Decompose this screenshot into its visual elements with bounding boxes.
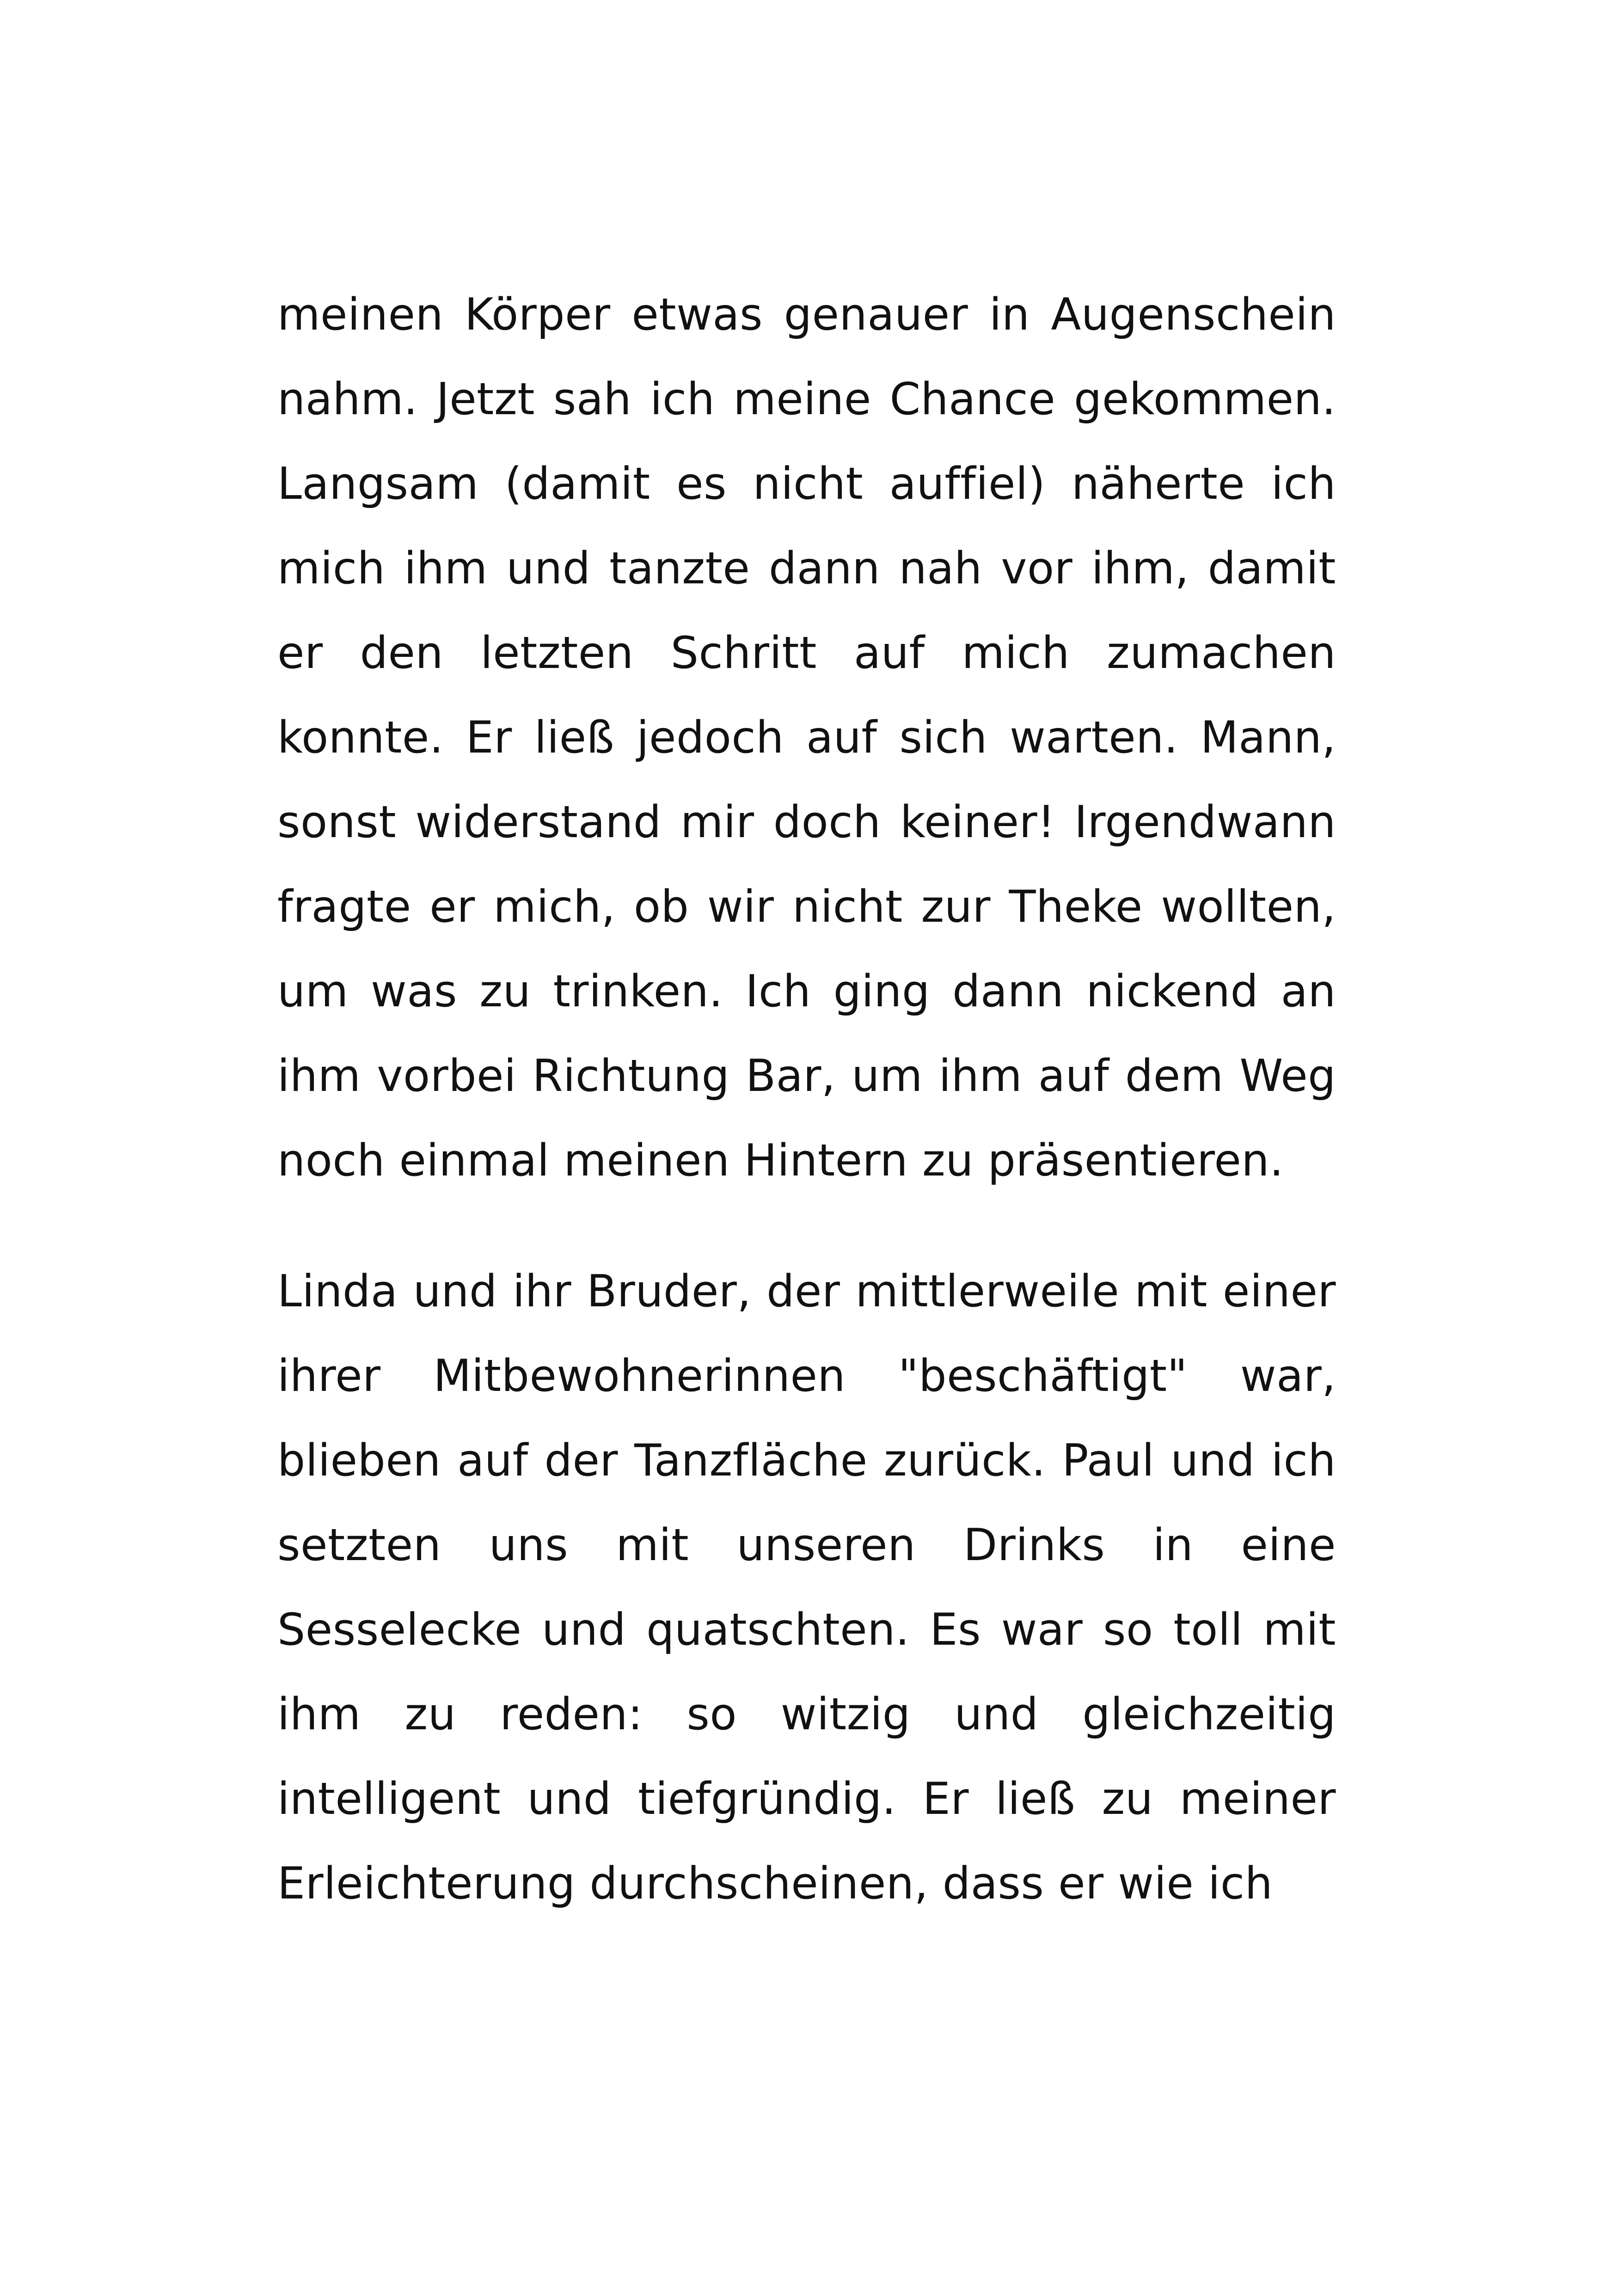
body-text bbox=[277, 273, 1336, 1926]
paragraph-1: meinen Körper etwas genauer in Augenschein nahm. Jetzt sah ich meine Chance gekommen. Langsam (damit es nicht auffiel) näherte ich mich ihm und tanzte dann nah vor ihm, damit er den letzten Schritt auf mich zumachen konnte. Er ließ jedoch auf sich warten. Mann, sonst widerstand mir doch keiner! Irgendwann fragte er mich, ob wir nicht zur Theke wollten, um was zu trinken. Ich ging dann nickend an ihm vorbei Richtung Bar, um ihm auf dem Weg noch einmal meinen Hintern zu präsentieren. bbox=[277, 289, 1336, 1186]
paragraph-2: Linda und ihr Bruder, der mittlerweile mit einer ihrer Mitbewohnerinnen "beschäftigt" war, blieben auf der Tanzfläche zurück. Paul und ich setzten uns mit unseren Drinks in eine Sesselecke und quatschten. Es war so toll mit ihm zu reden: so witzig und gleichzeitig intelligent und tiefgründig. Er ließ zu meiner Erleichterung durchscheinen, dass er wie ich bbox=[277, 1266, 1336, 1909]
